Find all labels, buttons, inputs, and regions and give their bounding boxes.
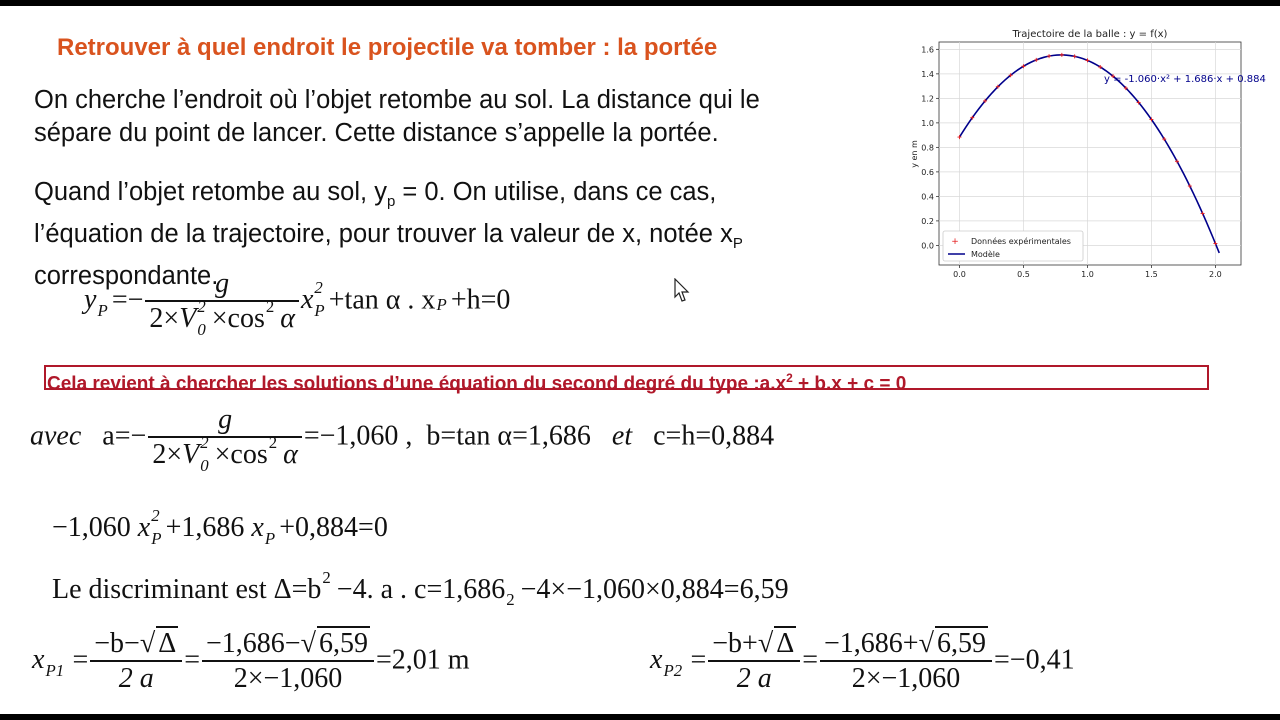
root-2-fraction-numeric: $\frac{-1,686+√ 6,59}{2\times-1,060}$ bbox=[820, 628, 992, 696]
discriminant-equation: Le discriminant est Δ=b 2 −4. a . c=1,686 2 −4×−1,060×0,884=6,59 bbox=[52, 568, 789, 610]
slide bbox=[0, 6, 1280, 714]
slide-title: Retrouver à quel endroit le projectile va tomber : la portée bbox=[57, 34, 718, 61]
y-tick-label: 0.4 bbox=[921, 192, 934, 202]
y-tick-label: 0.0 bbox=[921, 241, 934, 251]
y-tick-label: 0.6 bbox=[921, 167, 934, 177]
trajectory-chart bbox=[903, 20, 1273, 278]
chart-title: Trajectoire de la balle : y = f(x) bbox=[1012, 29, 1168, 40]
y-tick-label: 1.4 bbox=[921, 69, 934, 79]
x-tick-label: 2.0 bbox=[1209, 270, 1222, 278]
legend-point-marker: + bbox=[951, 237, 959, 247]
intro-line-2: sépare du point de lancer. Cette distance s’appelle la portée. bbox=[34, 119, 719, 147]
chart-legend bbox=[943, 231, 1083, 261]
y-tick-label: 1.2 bbox=[921, 94, 934, 104]
trajectory-fraction: g 2×V 2 0 ×cos 2 α bbox=[145, 268, 299, 336]
root-1-fraction-general: $\frac{-b-√ \Delta}{2 a}$ bbox=[90, 628, 182, 696]
highlight-text: Cela revient à chercher les solutions d’une équation du second degré du type $:a.x^2 + b.x + c = 0$ bbox=[47, 371, 907, 395]
root-1-equation: x P1 = $\frac{-b-√ \Delta}{2 a}$ = $\frac{-1,686-√ 6,59}{2\times-1,060}$ =2,01 m bbox=[32, 628, 470, 695]
x-tick-label: 1.5 bbox=[1145, 270, 1158, 278]
root-2-fraction-general: $\frac{-b+√ \Delta}{2 a}$ bbox=[708, 628, 800, 696]
coefficients-equation: avec a=− g 2×V 2 0 ×cos 2 α =−1,060 , b=tan α=1,686 et c=h=0,884 bbox=[30, 404, 775, 476]
y-tick-label: 0.2 bbox=[921, 216, 934, 226]
x-tick-label: 0.5 bbox=[1017, 270, 1030, 278]
intro-paragraph bbox=[34, 84, 760, 150]
y-tick-label: 1.6 bbox=[921, 45, 934, 55]
legend-label-model: Modèle bbox=[971, 250, 1000, 259]
ground-line-2: l’équation de la trajectoire, pour trouver la valeur de x, notée $x_P$ bbox=[34, 220, 743, 253]
legend-label-data: Données expérimentales bbox=[971, 237, 1071, 246]
chart-y-axis-label: y en m bbox=[910, 140, 919, 168]
ground-line-3: correspondante. bbox=[34, 262, 219, 291]
mouse-cursor-icon bbox=[674, 278, 690, 304]
coefficient-a-fraction: g 2×V 2 0 ×cos 2 α bbox=[148, 404, 302, 472]
root-2-equation: x P2 = $\frac{-b+√ \Delta}{2 a}$ = $\frac{-1,686+√ 6,59}{2\times-1,060}$ =−0,41 bbox=[650, 628, 1075, 695]
ground-line-1: Quand l’objet retombe au sol, $y_p = 0$. On utilise, dans ce cas, bbox=[34, 178, 717, 211]
y-tick-label: 1.0 bbox=[921, 118, 934, 128]
x-tick-label: 0.0 bbox=[953, 270, 966, 278]
x-tick-label: 1.0 bbox=[1081, 270, 1094, 278]
chart-equation-annotation: y = -1.060·x² + 1.686·x + 0.884 bbox=[1104, 74, 1266, 85]
trajectory-chart-svg bbox=[903, 20, 1273, 278]
intro-line-1: On cherche l’endroit où l’objet retombe au sol. La distance qui le bbox=[34, 86, 760, 114]
y-tick-label: 0.8 bbox=[921, 143, 934, 153]
root-1-fraction-numeric: $\frac{-1,686-√ 6,59}{2\times-1,060}$ bbox=[202, 628, 374, 696]
legend-frame bbox=[943, 231, 1083, 261]
polynomial-equation: −1,060 x 2 P +1,686 x P +0,884=0 bbox=[52, 506, 388, 549]
trajectory-equation: y P =− g 2×V 2 0 ×cos 2 α x 2 P +tan α . x P +h=0 bbox=[84, 268, 511, 340]
